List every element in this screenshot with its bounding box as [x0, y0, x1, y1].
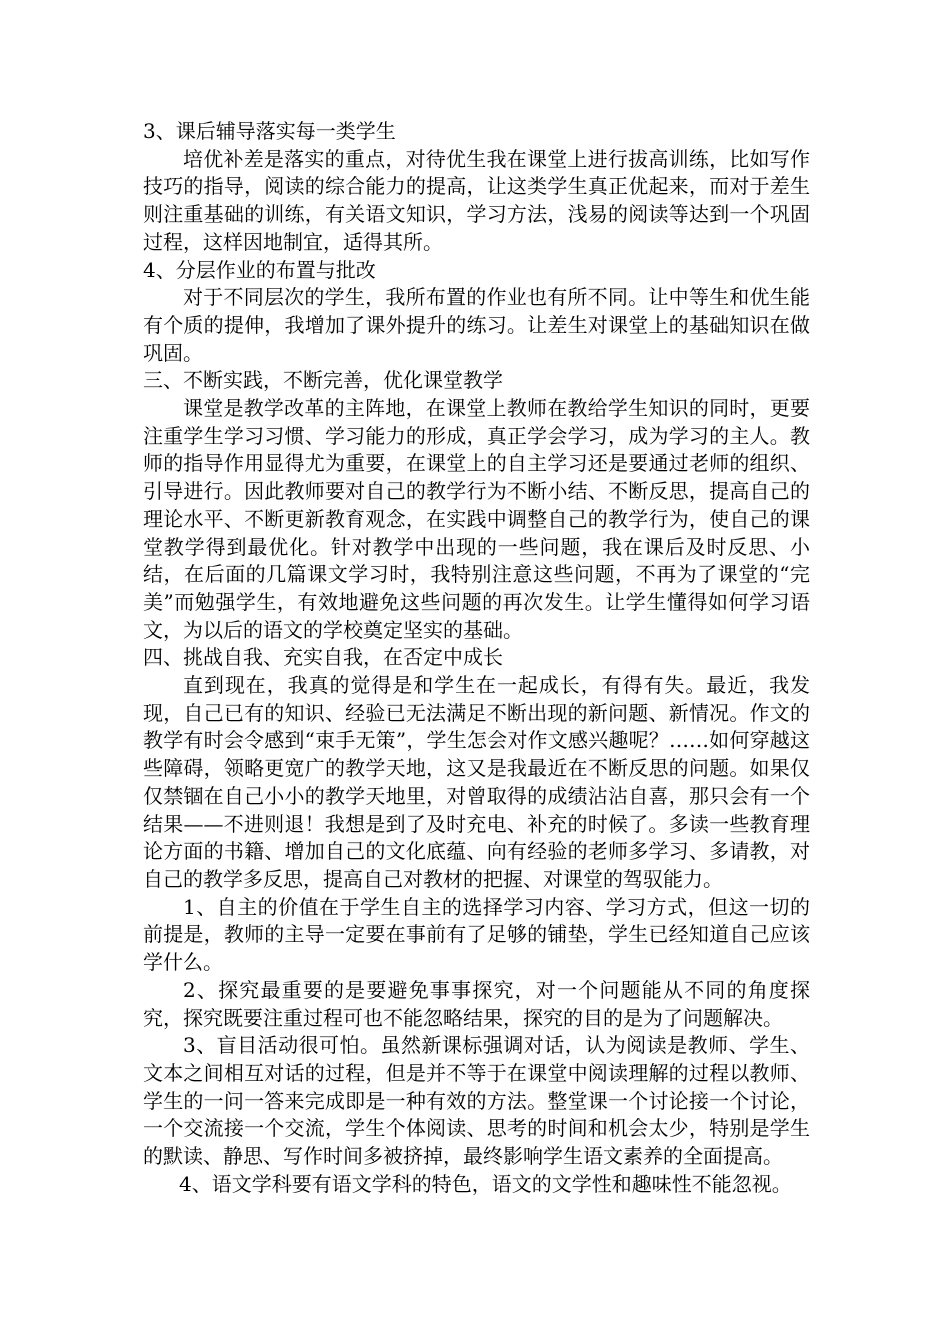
paragraph-tutoring: 培优补差是落实的重点，对待优生我在课堂上进行拔高训练，比如写作技巧的指导，阅读的综合能力的提高，让这类学生真正优起来，而对于差生则注重基础的训练，有关语文知识，学习方法，浅易的阅读等达到一个巩固过程，这样因地制宜，适得其所。: [143, 146, 810, 254]
paragraph-point-1: 1、自主的价值在于学生自主的选择学习内容、学习方式，但这一切的前提是，教师的主导一定要在事前有了足够的铺垫，学生已经知道自己应该学什么。: [143, 894, 810, 975]
document-body: [143, 118, 810, 1198]
paragraph-point-2: 2、探究最重要的是要避免事事探究，对一个问题能从不同的角度探究，探究既要注重过程可也不能忽略结果，探究的目的是为了问题解决。: [143, 977, 810, 1030]
paragraph-homework: 对于不同层次的学生，我所布置的作业也有所不同。让中等生和优生能有个质的提伸，我增加了课外提升的练习。让差生对课堂上的基础知识在做巩固。: [143, 285, 810, 365]
paragraph-point-4: 4、语文学科要有语文学科的特色，语文的文学性和趣味性不能忽视。: [179, 1171, 792, 1196]
subsection-heading-3: 3、课后辅导落实每一类学生: [143, 119, 396, 143]
section-heading-four: 四、挑战自我、充实自我，在否定中成长: [143, 645, 503, 670]
paragraph-point-3: 3、盲目活动很可怕。虽然新课标强调对话，认为阅读是教师、学生、文本之间相互对话的过程，但是并不等于在课堂中阅读理解的过程以教师、学生的一问一答来完成即是一种有效的方法。整堂课一个讨论接一个讨论，一个交流接一个交流，学生个体阅读、思考的时间和机会太少，特别是学生的默读、静思、写作时间多被挤掉，最终影响学生语文素养的全面提高。: [143, 1033, 810, 1169]
subsection-heading-4: 4、分层作业的布置与批改: [143, 257, 376, 282]
paragraph-growth: 直到现在，我真的觉得是和学生在一起成长，有得有失。最近，我发现，自己已有的知识、经验已无法满足不断出现的新问题、新情况。作文的教学有时会令感到“束手无策”，学生怎会对作文感兴趣呢？……如何穿越这些障碍，领略更宽广的教学天地，这又是我最近在不断反思的问题。如果仅仅禁锢在自己小小的教学天地里，对曾取得的成绩沾沾自喜，那只会有一个结果——不进则退！我想是到了及时充电、补充的时候了。多读一些教育理论方面的书籍、增加自己的文化底蕴、向有经验的老师多学习、多请教，对自己的教学多反思，提高自己对教材的把握、对课堂的驾驭能力。: [143, 673, 810, 891]
section-heading-three: 三、不断实践，不断完善，优化课堂教学: [143, 368, 503, 393]
paragraph-classroom: 课堂是教学改革的主阵地，在课堂上教师在教给学生知识的同时，更要注重学生学习习惯、学习能力的形成，真正学会学习，成为学习的主人。教师的指导作用显得尤为重要，在课堂上的自主学习还是要通过老师的组织、引导进行。因此教师要对自己的教学行为不断小结、不断反思，提高自己的理论水平、不断更新教育观念，在实践中调整自己的教学行为，使自己的课堂教学得到最优化。针对教学中出现的一些问题，我在课后及时反思、小结，在后面的几篇课文学习时，我特别注意这些问题，不再为了课堂的“完美”而勉强学生，有效地避免这些问题的再次发生。让学生懂得如何学习语文，为以后的语文的学校奠定坚实的基础。: [143, 396, 810, 642]
